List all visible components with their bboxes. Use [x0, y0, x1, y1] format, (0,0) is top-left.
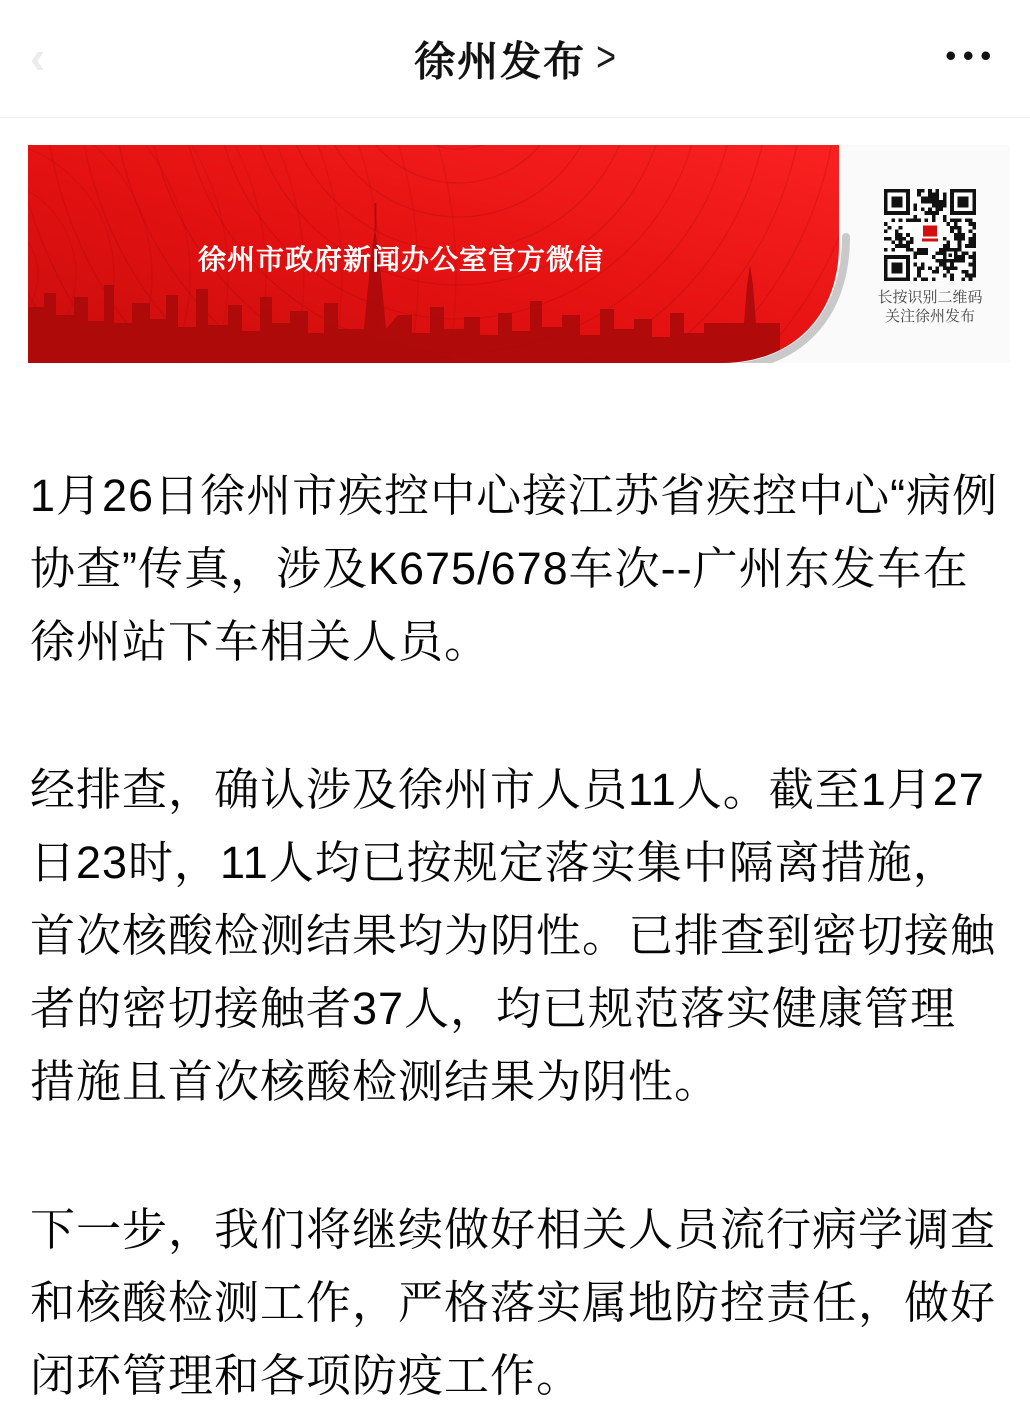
account-name-label: 徐州发布	[414, 37, 587, 84]
article-body	[0, 363, 1030, 1412]
qr-caption-line1: 长按识别二维码	[877, 289, 983, 306]
article-paragraph: 经排查，确认涉及徐州市人员11人。截至1月27日23时，11人均已按规定落实集中隔离措施，首次核酸检测结果均为阴性。已排查到密切接触者的密切接触者37人，均已规范落实健康管理措施且首次核酸检测结果为阴性。	[30, 764, 997, 1107]
chevron-right-icon: >	[596, 32, 616, 81]
more-menu-button[interactable]: •••	[945, 38, 998, 72]
article-paragraph: 1月26日徐州市疾控中心接江苏省疾控中心“病例协查”传真，涉及K675/678车次--广州东发车在徐州站下车相关人员。	[30, 470, 999, 667]
qr-caption-line2: 关注徐州发布	[884, 308, 975, 325]
banner-image[interactable]	[28, 145, 1010, 363]
qr-area	[855, 189, 1005, 326]
banner-headline: 徐州市政府新闻办公室官方微信	[198, 244, 605, 275]
article-paragraph: 下一步，我们将继续做好相关人员流行病学调查和核酸检测工作，严格落实属地防控责任，做好闭环管理和各项防疫工作。	[30, 1204, 997, 1401]
qr-code	[884, 189, 976, 281]
back-icon[interactable]: ‹	[30, 30, 46, 83]
page-title[interactable]	[414, 28, 616, 87]
navbar	[0, 0, 1030, 118]
